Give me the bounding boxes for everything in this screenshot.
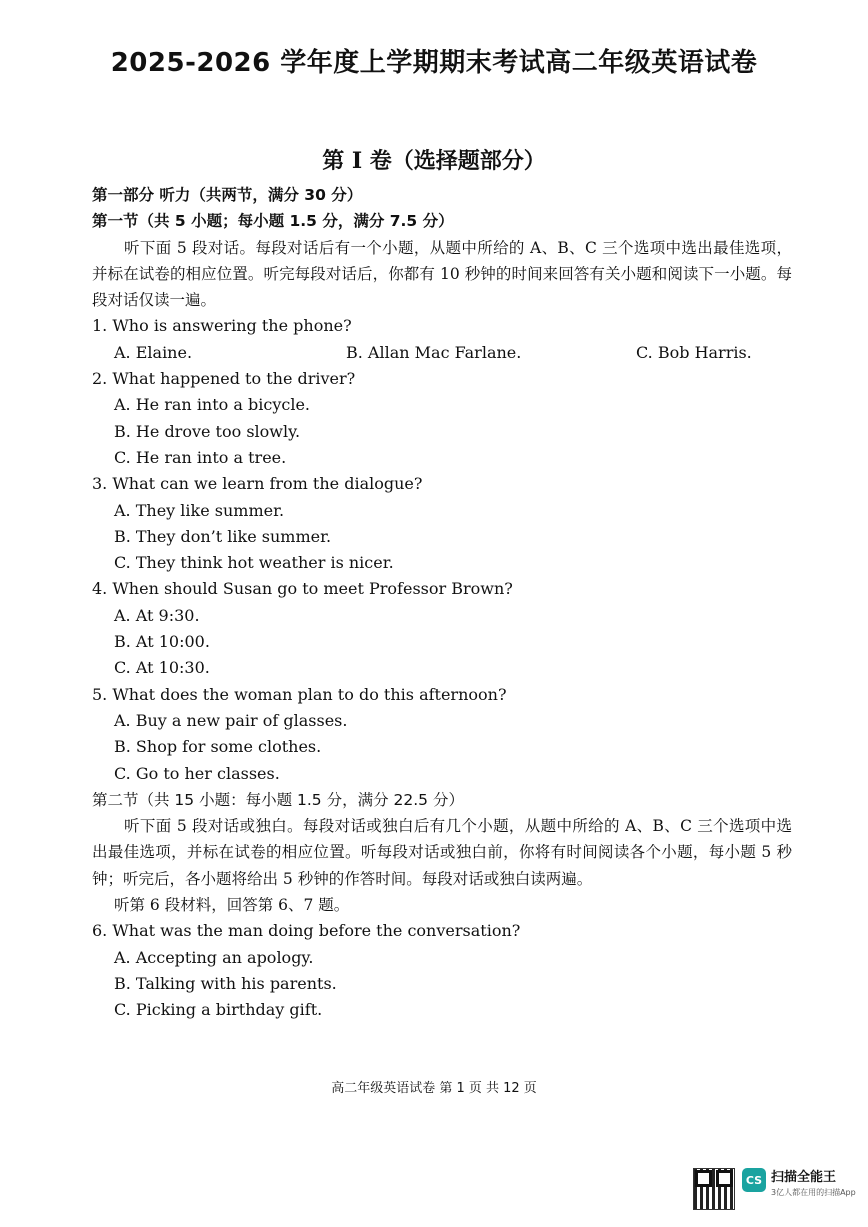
option-c: C. Picking a birthday gift. [114, 1000, 323, 1020]
question-stem: 3. What can we learn from the dialogue? [92, 474, 423, 494]
question-stem: 4. When should Susan go to meet Professor Brown? [92, 579, 513, 599]
option-c: C. He ran into a tree. [114, 447, 287, 467]
section1-instructions: 听下面 5 段对话。每段对话后有一个小题，从题中所给的 A、B、C 三个选项中选出最佳选项，并标在试卷的相应位置。听完每段对话后，你都有 10 秒钟的时间来回答有关小题和阅读下一小题。每段对话仅读一遍。 [92, 238, 792, 310]
part1-heading: 第一部分 听力（共两节，满分 30 分） [92, 186, 363, 204]
option-b: B. At 10:00. [114, 632, 210, 652]
volume-heading: 第 I 卷（选择题部分） [322, 148, 546, 174]
exam-title: 2025-2026 学年度上学期期末考试高二年级英语试卷 [110, 48, 758, 78]
question-6 [92, 918, 792, 1023]
option-a: A. Elaine. [114, 342, 193, 362]
question-4 [92, 576, 792, 681]
option-b: B. Shop for some clothes. [114, 737, 322, 757]
section2-instructions: 听下面 5 段对话或独白。每段对话或独白后有几个小题，从题中所给的 A、B、C 三个选项中选出最佳选项，并标在试卷的相应位置。听每段对话或独白前，你将有时间阅读各个小题，每小题 5 秒钟；听完后，各小题将给出 5 秒钟的作答时间。每段对话或独白读两遍。 [92, 817, 792, 888]
question-3 [92, 471, 792, 576]
question-1 [92, 313, 792, 366]
question-5 [92, 682, 792, 787]
option-c: C. Bob Harris. [636, 342, 752, 362]
option-c: C. Go to her classes. [114, 763, 280, 783]
section1-heading: 第一节（共 5 小题；每小题 1.5 分，满分 7.5 分） [92, 212, 454, 231]
option-a: A. At 9:30. [114, 605, 200, 625]
material-note: 听第 6 段材料，回答第 6、7 题。 [114, 896, 350, 915]
option-a: A. Buy a new pair of glasses. [114, 710, 348, 730]
camscanner-logo-icon: CS [742, 1168, 766, 1192]
question-stem: 1. Who is answering the phone? [92, 316, 352, 336]
section2-heading: 第二节（共 15 小题：每小题 1.5 分，满分 22.5 分） [92, 790, 464, 809]
scanner-tagline: 3亿人都在用的扫描App [771, 1188, 856, 1197]
question-stem: 2. What happened to the driver? [92, 369, 356, 389]
option-b: B. They don’t like summer. [114, 526, 332, 546]
scanner-brand [771, 1168, 856, 1198]
option-b: B. Allan Mac Farlane. [346, 342, 522, 362]
scanner-app-name: 扫描全能王 [771, 1170, 837, 1185]
option-a: A. Accepting an apology. [114, 947, 314, 967]
option-a: A. He ran into a bicycle. [114, 395, 310, 415]
scanner-badge [693, 1168, 859, 1214]
options-row [92, 340, 792, 366]
option-b: B. He drove too slowly. [114, 421, 301, 441]
option-b: B. Talking with his parents. [114, 973, 337, 993]
option-c: C. At 10:30. [114, 658, 210, 678]
option-a: A. They like summer. [114, 500, 285, 520]
question-stem: 5. What does the woman plan to do this afternoon? [92, 684, 507, 704]
question-2 [92, 366, 792, 471]
option-c: C. They think hot weather is nicer. [114, 553, 394, 573]
qr-code-icon [693, 1168, 735, 1210]
page-footer: 高二年级英语试卷 第 1 页 共 12 页 [331, 1081, 537, 1096]
exam-content [92, 182, 792, 1024]
question-stem: 6. What was the man doing before the conversation? [92, 921, 521, 941]
